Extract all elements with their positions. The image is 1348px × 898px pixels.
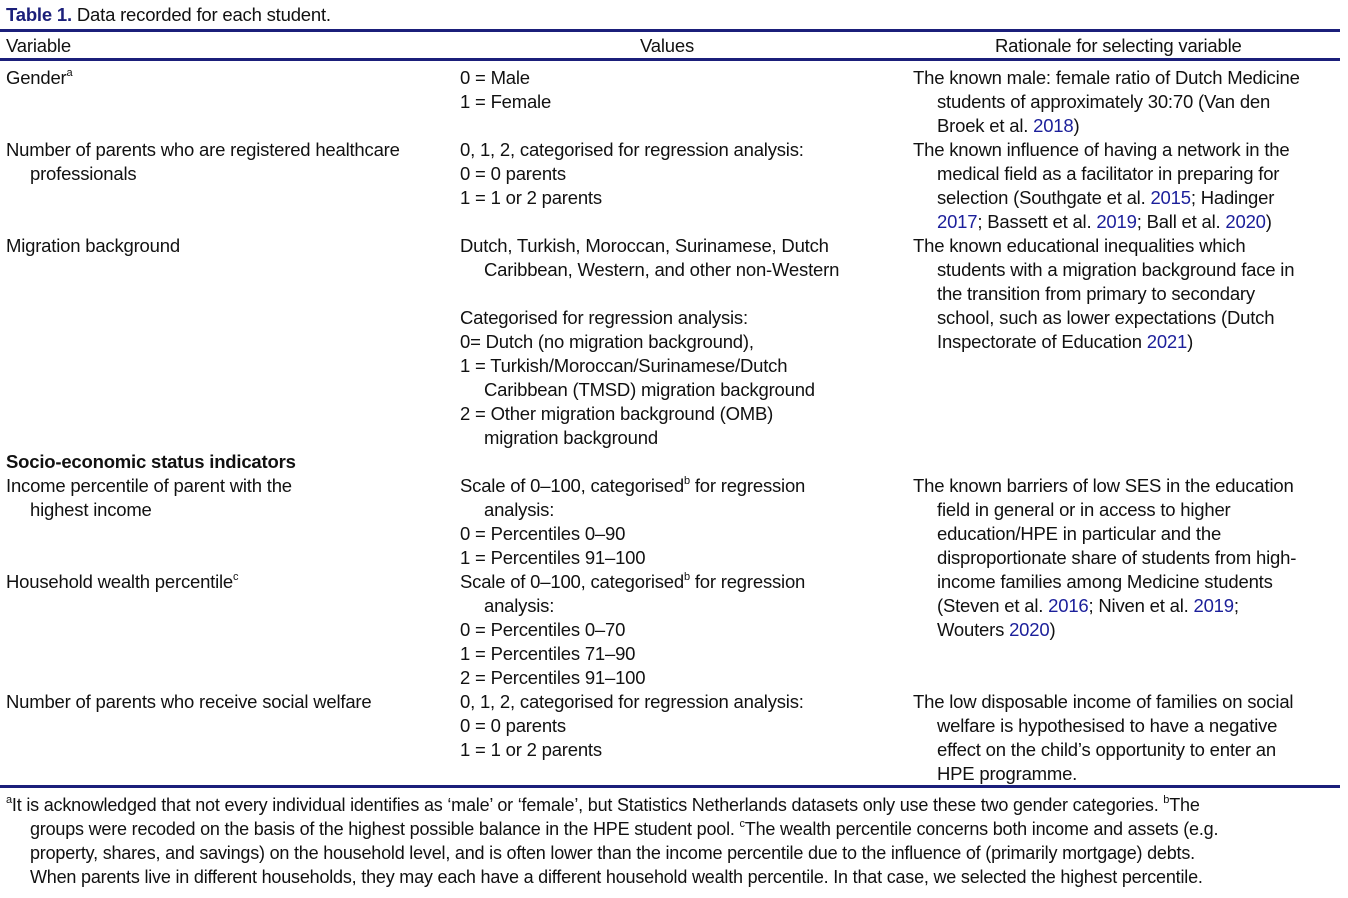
value-text: for regression <box>694 475 806 496</box>
table-label: Table 1. <box>6 4 72 25</box>
footnote-line: When parents live in different households, they may each have a different household wealth percentile. In that case, we selected the highest percentile. <box>30 867 1203 887</box>
rationale-line: students with a migration background face in <box>937 259 1295 280</box>
variable-name: Household wealth percentile <box>6 571 234 592</box>
value-line: analysis: <box>484 595 555 616</box>
rationale-cell <box>913 474 1338 642</box>
table-row <box>0 234 1340 450</box>
value-text: Scale of 0–100, categorised <box>460 475 684 496</box>
citation-link[interactable]: 2015 <box>1150 187 1191 208</box>
values-cell <box>460 474 900 690</box>
text: ; Bassett et al. <box>977 211 1097 232</box>
value-line: 2 = Other migration background (OMB) <box>460 403 774 424</box>
footnote-marker: c <box>739 818 745 830</box>
table-title: Data recorded for each student. <box>76 4 331 25</box>
section-row <box>0 450 1340 474</box>
rationale-cell <box>913 66 1338 138</box>
rationale-line: The known educational inequalities which <box>913 235 1246 256</box>
variable-cell <box>6 474 446 594</box>
rationale-line <box>913 210 1338 234</box>
text: ) <box>1265 211 1272 232</box>
footnote-text: It is acknowledged that not every individual identifies as ‘male’ or ‘female’, but Statistics Netherlands datasets only use these two gender categories. <box>11 795 1164 815</box>
header-rationale: Rationale for selecting variable <box>995 35 1242 56</box>
rationale-cell <box>913 138 1338 234</box>
variable-cell <box>6 234 446 258</box>
rationale-line: school, such as lower expectations (Dutch <box>937 307 1275 328</box>
value-line: 0 = Percentiles 0–70 <box>460 619 626 640</box>
value-line: 0= Dutch (no migration background), <box>460 331 754 352</box>
footnote-marker: a <box>6 794 12 806</box>
footnote-marker: a <box>66 67 73 79</box>
citation-link[interactable]: 2020 <box>1009 619 1050 640</box>
top-rule <box>0 29 1340 32</box>
rationale-line: income families among Medicine students <box>937 571 1273 592</box>
text: selection (Southgate et al. <box>937 187 1151 208</box>
section-heading: Socio-economic status indicators <box>6 451 296 472</box>
value-line: 1 = 1 or 2 parents <box>460 187 602 208</box>
rationale-line: medical field as a facilitator in preparing for <box>937 163 1280 184</box>
variable-name: Gender <box>6 67 67 88</box>
value-line: 0, 1, 2, categorised for regression analysis: <box>460 139 804 160</box>
variable-cell <box>6 690 446 714</box>
rationale-line: students of approximately 30:70 (Van den <box>937 91 1271 112</box>
table-row <box>0 138 1340 234</box>
rationale-line: the transition from primary to secondary <box>937 283 1255 304</box>
citation-link[interactable]: 2017 <box>937 211 978 232</box>
value-line: 1 = Percentiles 71–90 <box>460 643 636 664</box>
variable-cell <box>6 138 446 186</box>
text: ) <box>1073 115 1080 136</box>
footnote-line <box>6 817 1336 841</box>
value-line: analysis: <box>484 499 555 520</box>
value-line: 0 = Male <box>460 67 530 88</box>
table-row <box>0 66 1340 138</box>
section-cell <box>6 450 446 474</box>
rationale-line: The known influence of having a network in the <box>913 139 1290 160</box>
value-line: 1 = Female <box>460 91 552 112</box>
rationale-cell <box>913 234 1338 354</box>
rationale-line <box>913 114 1338 138</box>
citation-link[interactable]: 2021 <box>1146 331 1188 352</box>
rationale-line: field in general or in access to higher <box>937 499 1231 520</box>
table-footnotes <box>6 793 1336 889</box>
footnote-marker: b <box>1163 794 1170 806</box>
header-rule <box>0 58 1340 61</box>
value-line: 1 = Turkish/Moroccan/Surinamese/Dutch <box>460 355 788 376</box>
values-cell <box>460 138 900 210</box>
spacer <box>460 282 900 306</box>
variable-name: Number of parents who are registered healthcare <box>6 139 400 160</box>
footnote-marker: b <box>683 571 690 583</box>
value-text: for regression <box>694 571 806 592</box>
citation-link[interactable]: 2019 <box>1193 595 1234 616</box>
variable-name: professionals <box>30 163 137 184</box>
data-table <box>0 66 1340 786</box>
rationale-line <box>913 330 1338 354</box>
footnote-line <box>6 793 1336 817</box>
header-variable: Variable <box>6 35 71 56</box>
rationale-line: HPE programme. <box>937 763 1078 784</box>
value-line: 2 = Percentiles 91–100 <box>460 667 646 688</box>
values-cell <box>460 66 900 114</box>
rationale-line <box>913 618 1338 642</box>
value-line: migration background <box>484 427 658 448</box>
text: ) <box>1187 331 1194 352</box>
rationale-line <box>913 186 1338 210</box>
rationale-line: The low disposable income of families on social <box>913 691 1294 712</box>
text: ; Niven et al. <box>1088 595 1194 616</box>
table-caption <box>6 4 331 26</box>
text: ; Hadinger <box>1190 187 1275 208</box>
citation-link[interactable]: 2020 <box>1225 211 1266 232</box>
citation-link[interactable]: 2016 <box>1048 595 1089 616</box>
text: ; <box>1233 595 1239 616</box>
text: Inspectorate of Education <box>937 331 1147 352</box>
rationale-cell <box>913 690 1338 786</box>
citation-link[interactable]: 2019 <box>1096 211 1137 232</box>
footnote-text: The <box>1169 795 1200 815</box>
rationale-line: education/HPE in particular and the <box>937 523 1222 544</box>
variable-name: highest income <box>30 499 152 520</box>
value-line: 1 = 1 or 2 parents <box>460 739 602 760</box>
text: ; Ball et al. <box>1136 211 1226 232</box>
value-line: 0 = Percentiles 0–90 <box>460 523 626 544</box>
header-values: Values <box>640 35 694 56</box>
variable-name: Migration background <box>6 235 180 256</box>
rationale-line: welfare is hypothesised to have a negative <box>937 715 1278 736</box>
citation-link[interactable]: 2018 <box>1033 115 1074 136</box>
value-line: 0 = 0 parents <box>460 163 566 184</box>
rationale-line: The known barriers of low SES in the education <box>913 475 1294 496</box>
variable-name: Number of parents who receive social welfare <box>6 691 372 712</box>
rationale-line: effect on the child’s opportunity to enter an <box>937 739 1276 760</box>
bottom-rule <box>0 785 1340 788</box>
text: (Steven et al. <box>937 595 1049 616</box>
footnote-text: The wealth percentile concerns both income and assets (e.g. <box>744 819 1219 839</box>
variable-name: Income percentile of parent with the <box>6 475 292 496</box>
value-line: 1 = Percentiles 91–100 <box>460 547 646 568</box>
value-line: Categorised for regression analysis: <box>460 307 748 328</box>
variable-cell <box>6 66 446 90</box>
value-line: Caribbean, Western, and other non-Western <box>484 259 840 280</box>
value-line: 0 = 0 parents <box>460 715 566 736</box>
footnote-marker: c <box>233 571 239 583</box>
footnote-line: property, shares, and savings) on the household level, and is often lower than the income percentile due to the influence of (primarily mortgage) debts. <box>30 843 1195 863</box>
rationale-line: disproportionate share of students from high- <box>937 547 1297 568</box>
text: ) <box>1049 619 1056 640</box>
table-row <box>0 690 1340 786</box>
value-line: 0, 1, 2, categorised for regression analysis: <box>460 691 804 712</box>
footnote-marker: b <box>683 475 690 487</box>
footnote-text: groups were recoded on the basis of the highest possible balance in the HPE student pool. <box>30 819 740 839</box>
values-cell <box>460 690 900 762</box>
value-line: Caribbean (TMSD) migration background <box>484 379 815 400</box>
value-text: Scale of 0–100, categorised <box>460 571 684 592</box>
table-row-group <box>0 474 1340 690</box>
value-line: Dutch, Turkish, Moroccan, Surinamese, Dutch <box>460 235 829 256</box>
rationale-line <box>913 594 1338 618</box>
text: Broek et al. <box>937 115 1034 136</box>
text: Wouters <box>937 619 1010 640</box>
rationale-line: The known male: female ratio of Dutch Medicine <box>913 67 1300 88</box>
values-cell <box>460 234 900 450</box>
